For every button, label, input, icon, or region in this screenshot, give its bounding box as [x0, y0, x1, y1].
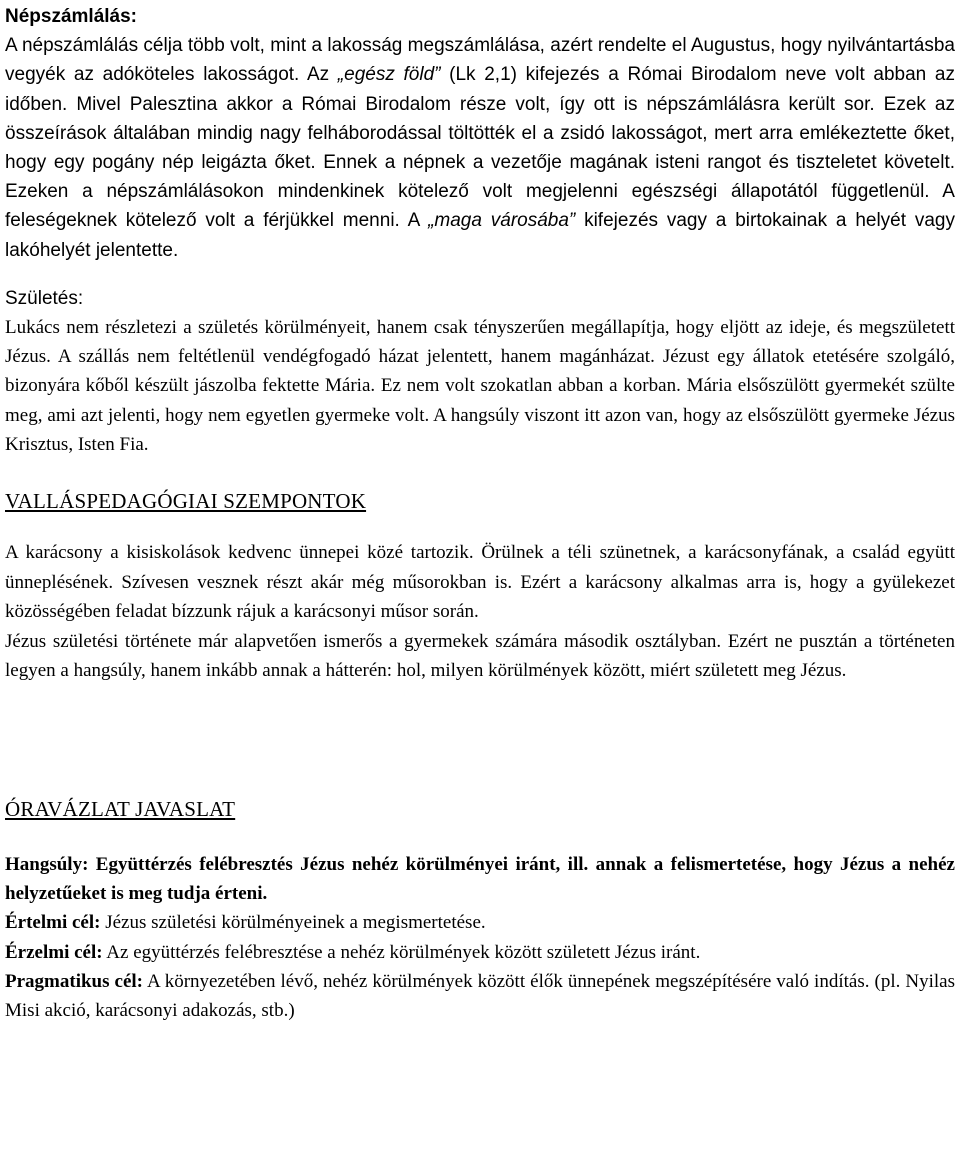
document-page	[5, 2, 955, 1025]
outline-cognitive-goal	[5, 908, 955, 937]
birth-paragraph: Lukács nem részletezi a születés körülményeit, hanem csak tényszerűen megállapítja, hogy eljött az ideje, és megszületett Jézus. A szállás nem feltétlenül vendégfogadó házat jelentett, hanem magánházat. Jézust egy állatok etetésére szolgáló, bizonyára kőből készült jászolba fektette Mária. Ez nem volt szokatlan abban a korban. Mária elsőszülött gyermekét szülte meg, ami azt jelenti, hogy nem egyetlen gyermeke volt. A hangsúly viszont itt azon van, hogy az elsőszülött gyermeke Jézus Krisztus, Isten Fia.	[5, 317, 955, 455]
pedagogy-paragraph-2: Jézus születési története már alapvetően ismerős a gyermekek számára második osztályban. Ezért ne pusztán a történeten legyen a hangsúly, hanem inkább annak a hátterén: hol, milyen körülmények között, miért született meg Jézus.	[5, 630, 955, 682]
spacer	[5, 516, 955, 538]
cognitive-label: Értelmi cél:	[5, 912, 101, 934]
outline-heading: ÓRAVÁZLAT JAVASLAT	[5, 797, 236, 822]
outline-emotional-goal	[5, 938, 955, 967]
spacer	[5, 824, 955, 850]
outline-emphasis	[5, 850, 955, 908]
emphasis-text: Együttérzés felébresztés Jézus nehéz körülményei iránt, ill. annak a felismertetése, hogy Jézus a nehéz helyzetűeket is meg tudja érteni.	[5, 854, 955, 905]
emotional-label: Érzelmi cél:	[5, 941, 103, 963]
pragmatic-label: Pragmatikus cél:	[5, 970, 144, 992]
census-text-a: A népszámlálás célja több volt, mint a lakosság megszámlálása, azért rendelte el Augustus, hogy nyilvántartásba vegyék az adóköteles lakosságot. Az	[5, 35, 955, 86]
pedagogy-heading: VALLÁSPEDAGÓGIAI SZEMPONTOK	[5, 489, 367, 514]
emphasis-label: Hangsúly:	[5, 854, 89, 876]
pedagogy-paragraph-1: A karácsony a kisiskolások kedvenc ünnepei közé tartozik. Örülnek a téli szünetnek, a karácsonyfának, a család együtt ünneplésének. Szívesen vesznek részt akár még műsorokban is. Ezért a karácsony alkalmas arra is, hogy a gyülekezet közösségében feladat bízzunk rájuk a karácsonyi műsor során.	[5, 542, 955, 623]
census-text-c: kifejezés vagy a birtokainak a helyét vagy lakóhelyét jelentette.	[5, 210, 955, 261]
spacer	[5, 686, 955, 794]
census-paragraph	[5, 31, 955, 265]
outline-pragmatic-goal	[5, 967, 955, 1025]
census-text-b: (Lk 2,1) kifejezés a Római Birodalom neve volt abban az időben. Mivel Palesztina akkor a Római Birodalom része volt, így ott is népszámlálásra került sor. Ezek az összeírások általában mindig nagy felháborodással töltötték el a zsidó lakosságot, mert arra emlékeztette őket, hogy egy pogány nép leigázta őket. Ennek a népnek a vezetője magának isteni rangot és tiszteletet követelt. Ezeken a népszámlálásokon mindenkinek kötelező volt megjelenni egészségi állapotától függetlenül. A feleségeknek kötelező volt a férjükkel menni. A	[5, 64, 955, 232]
emotional-text: Az együttérzés felébresztése a nehéz körülmények között született Jézus iránt.	[102, 941, 701, 963]
pragmatic-text: A környezetében lévő, nehéz körülmények között élők ünnepének megszépítésére való indítás. (pl. Nyilas Misi akció, karácsonyi adakozás, stb.)	[5, 970, 955, 1022]
cognitive-text: Jézus születési körülményeinek a megismertetése.	[100, 912, 486, 934]
spacer	[5, 265, 955, 284]
spacer	[5, 459, 955, 486]
census-quote-whole-earth: „egész föld”	[337, 64, 441, 86]
census-quote-own-city: „maga városába”	[428, 210, 576, 232]
census-heading: Népszámlálás:	[5, 6, 138, 27]
birth-heading: Születés:	[5, 287, 84, 309]
